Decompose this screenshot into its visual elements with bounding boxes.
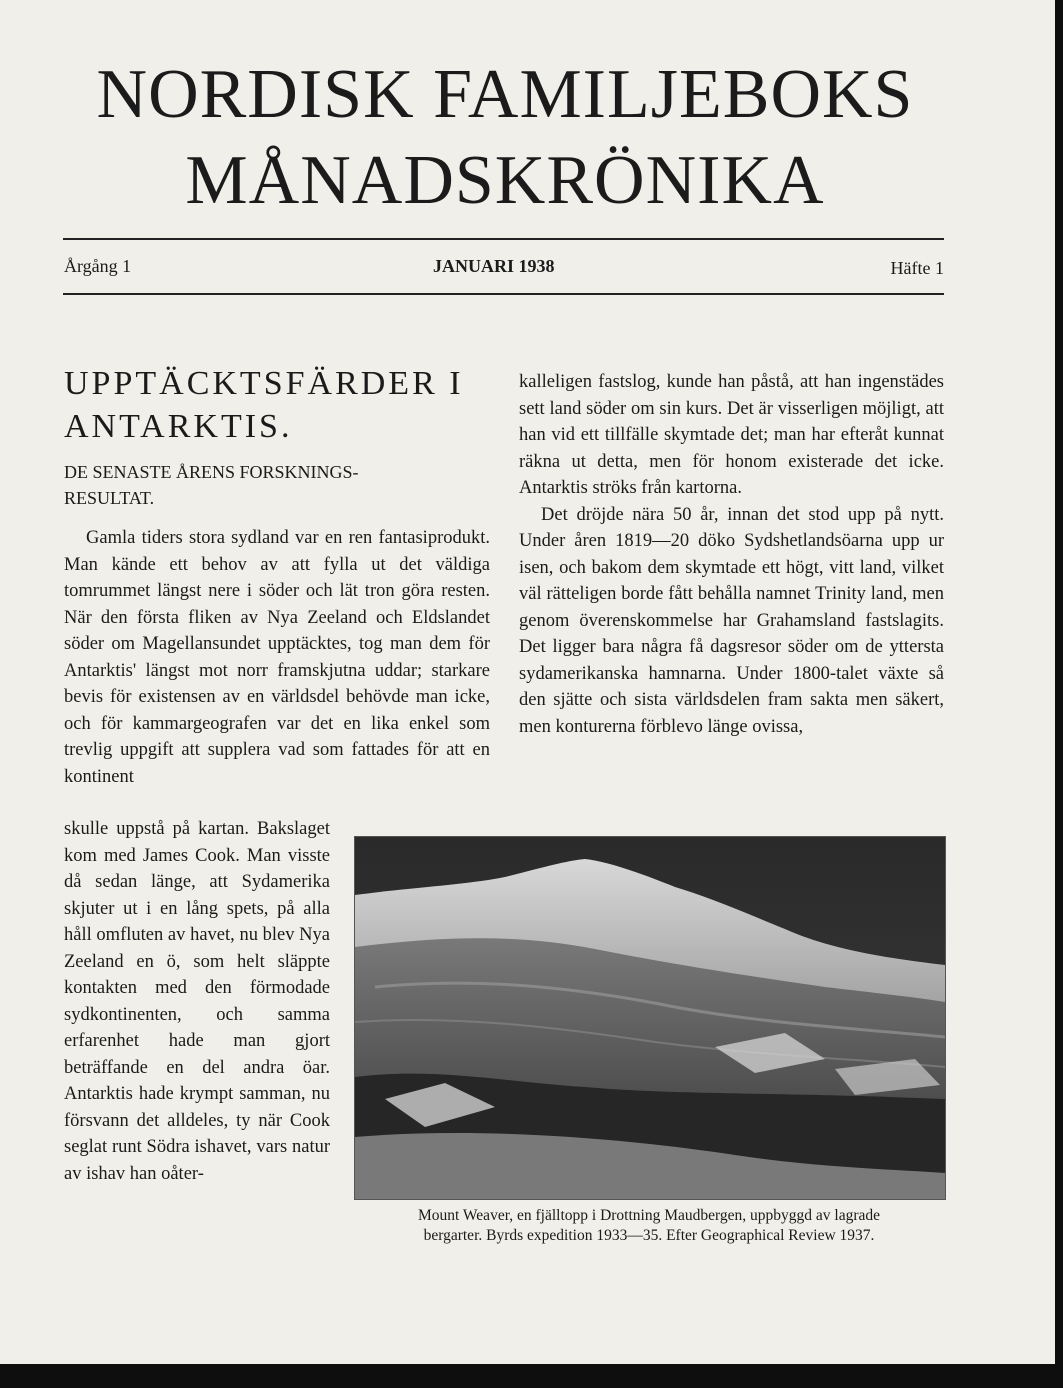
right-paragraph-2: Det dröjde nära 50 år, innan det stod upp på nytt. Under åren 1819—20 döko Sydshetlandsöarna upp ur isen, och bakom dem skymtade ett högt, vitt land, vilket väl rätteligen borde fått behålla namnet Trinity land, men genom överenskommelse har Grahamsland fastslagits. Det ligger bara några få dagsresor söder om de yttersta sydamerikanska hamnarna. Under 1800-talet växte så den sjätte och sista världsdelen fram sakta men säkert, men konturerna förblevo länge ovissa, [519, 504, 944, 737]
issue-number: Häfte 1 [890, 258, 944, 278]
masthead-rule-top [63, 238, 944, 240]
issue-date: JANUARI 1938 [433, 256, 555, 276]
narrow-column [64, 816, 330, 1187]
mountain-photo-illustration [355, 837, 945, 1199]
issue-volume: Årgång 1 [64, 256, 132, 276]
photo-caption-line-1: Mount Weaver, en fjälltopp i Drottning Maudbergen, uppbyggd av lagrade [417, 1207, 881, 1224]
page-edge-bottom [0, 1364, 1063, 1388]
article-subtitle [64, 459, 464, 511]
right-column [519, 369, 944, 740]
masthead-line-1: NORDISK FAMILJEBOKS [96, 56, 914, 133]
article-title-line-1: UPPTÄCKTSFÄRDER I [64, 365, 464, 402]
article-subtitle-line-2: RESULTAT. [64, 488, 155, 508]
right-paragraph-1: kalleligen fastslog, kunde han påstå, att han ingenstädes sett land söder om sin kurs. Det är visserligen möjligt, att han vid ett tillfälle skymtade det; man har efteråt kunnat räkna ut detta, men för honom existerade det icke. Antarktis ströks från kartorna. [519, 372, 944, 498]
narrow-paragraph: skulle uppstå på kartan. Bakslaget kom med James Cook. Man visste då sedan länge, att Sydamerika skjuter ut i en lång spets, på alla håll omfluten av havet, nu blev Nya Zeeland en ö, som helt släppte kontakten med den förmodade sydkontinenten, och samma erfarenhet hade man gjort beträffande en del andra öar. Antarktis hade krympt samman, nu försvann det alldeles, ty när Cook seglat runt Södra ishavet, vars natur av ishav han oåter- [64, 819, 330, 1184]
photo-caption-line-2: bergarter. Byrds expedition 1933—35. Efter Geographical Review 1937. [423, 1227, 875, 1244]
left-paragraph: Gamla tiders stora sydland var en ren fantasiprodukt. Man kände ett behov av att fylla ut det väldiga tomrummet längst nere i söder och lät tron göra resten. När den första fliken av Nya Zeeland och Eldslandet söder om Magellansundet upptäcktes, tog man dem för Antarktis' längst mot norr framskjutna uddar; starkare bevis för existensen av en världsdel behövde man icke, och för kammargeografen var det en lika enkel som trevlig uppgift att supplera vad som fattades för att en kontinent [64, 528, 490, 787]
masthead-rule-bottom [63, 293, 944, 295]
page-edge-right [1055, 0, 1063, 1388]
left-column [64, 525, 490, 790]
article-subtitle-line-1: DE SENASTE ÅRENS FORSKNINGS- [64, 462, 359, 482]
masthead [40, 52, 970, 224]
photo-caption [345, 1206, 953, 1246]
masthead-line-2: MÅNADSKRÖNIKA [185, 142, 825, 219]
article-title [64, 362, 494, 448]
mountain-photo [354, 836, 946, 1200]
article-title-line-2: ANTARKTIS. [64, 408, 293, 445]
